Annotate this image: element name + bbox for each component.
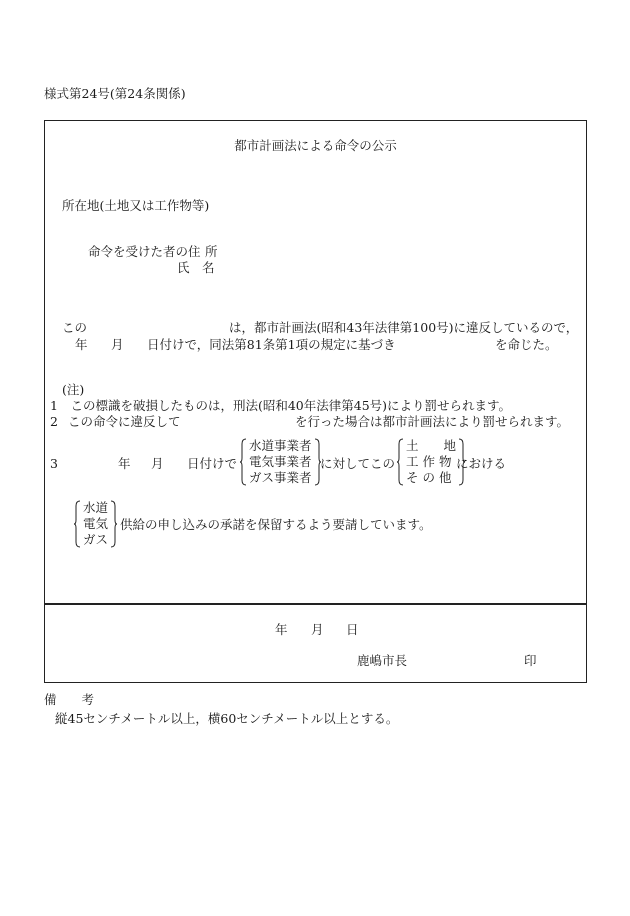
footer-month: 月 <box>311 622 324 637</box>
object-other: そ の 他 <box>406 470 452 485</box>
utility-gas: ガス <box>83 532 109 547</box>
body-line1: は，都市計画法(昭和43年法律第100号)に違反しているので， <box>229 320 579 335</box>
utility-electric: 電気 <box>83 516 109 531</box>
note-3-dated: 日付けで <box>187 456 238 471</box>
recipient-name-label: 氏 名 <box>177 260 215 275</box>
operator-brace <box>240 438 321 486</box>
body-month: 月 <box>111 337 124 352</box>
body-kono: この <box>62 320 88 335</box>
object-brace <box>397 438 465 486</box>
utility-water: 水道 <box>83 500 109 515</box>
left-brace-icon <box>397 438 404 486</box>
footer-day: 日 <box>346 622 359 637</box>
note-2-text-b: を行った場合は都市計画法により罰せられます。 <box>295 414 570 429</box>
form-number: 様式第24号(第24条関係) <box>44 86 186 101</box>
note-1: 1 この標識を破損したものは，刑法(昭和40年法律第45号)により罰せられます。 <box>50 398 512 413</box>
utility-brace <box>74 500 117 548</box>
note-3-year: 年 <box>118 456 131 471</box>
object-structure: 工 作 物 <box>406 454 452 469</box>
footer-mayor: 鹿嶋市長 <box>357 653 408 668</box>
body-line2: 日付けで，同法第81条第1項の規定に基づき <box>147 337 396 352</box>
left-brace-icon <box>74 500 81 548</box>
left-brace-icon <box>240 438 247 486</box>
footer-year: 年 <box>275 622 288 637</box>
note-3-month: 月 <box>151 456 164 471</box>
footer-seal: 印 <box>524 653 537 668</box>
note-2-number: 2 <box>50 414 58 429</box>
operator-water: 水道事業者 <box>249 438 312 453</box>
section-divider <box>44 603 587 605</box>
note-3-against: に対してこの <box>320 456 396 471</box>
location-label: 所在地(土地又は工作物等) <box>62 198 210 213</box>
note-2-text-a: この命令に違反して <box>68 414 181 429</box>
note-3-in: における <box>456 456 507 471</box>
remarks-text: 縦45センチメートル以上，横60センチメートル以上とする。 <box>55 711 399 726</box>
notes-heading: (注) <box>62 382 85 397</box>
note-3-request: 供給の申し込みの承諾を保留するよう要請しています。 <box>120 517 432 532</box>
right-brace-icon <box>110 500 117 548</box>
remarks-heading: 備 考 <box>44 692 95 707</box>
note-3-number: 3 <box>50 456 58 471</box>
notice-title: 都市計画法による命令の公示 <box>234 138 397 153</box>
body-ordered: を命じた。 <box>495 337 558 352</box>
operator-gas: ガス事業者 <box>249 470 312 485</box>
object-land: 土 地 <box>406 438 457 453</box>
recipient-address-char: 所 <box>205 244 218 259</box>
body-year: 年 <box>75 337 88 352</box>
recipient-address-label: 命令を受けた者の住 <box>88 244 201 259</box>
operator-electric: 電気事業者 <box>249 454 312 469</box>
